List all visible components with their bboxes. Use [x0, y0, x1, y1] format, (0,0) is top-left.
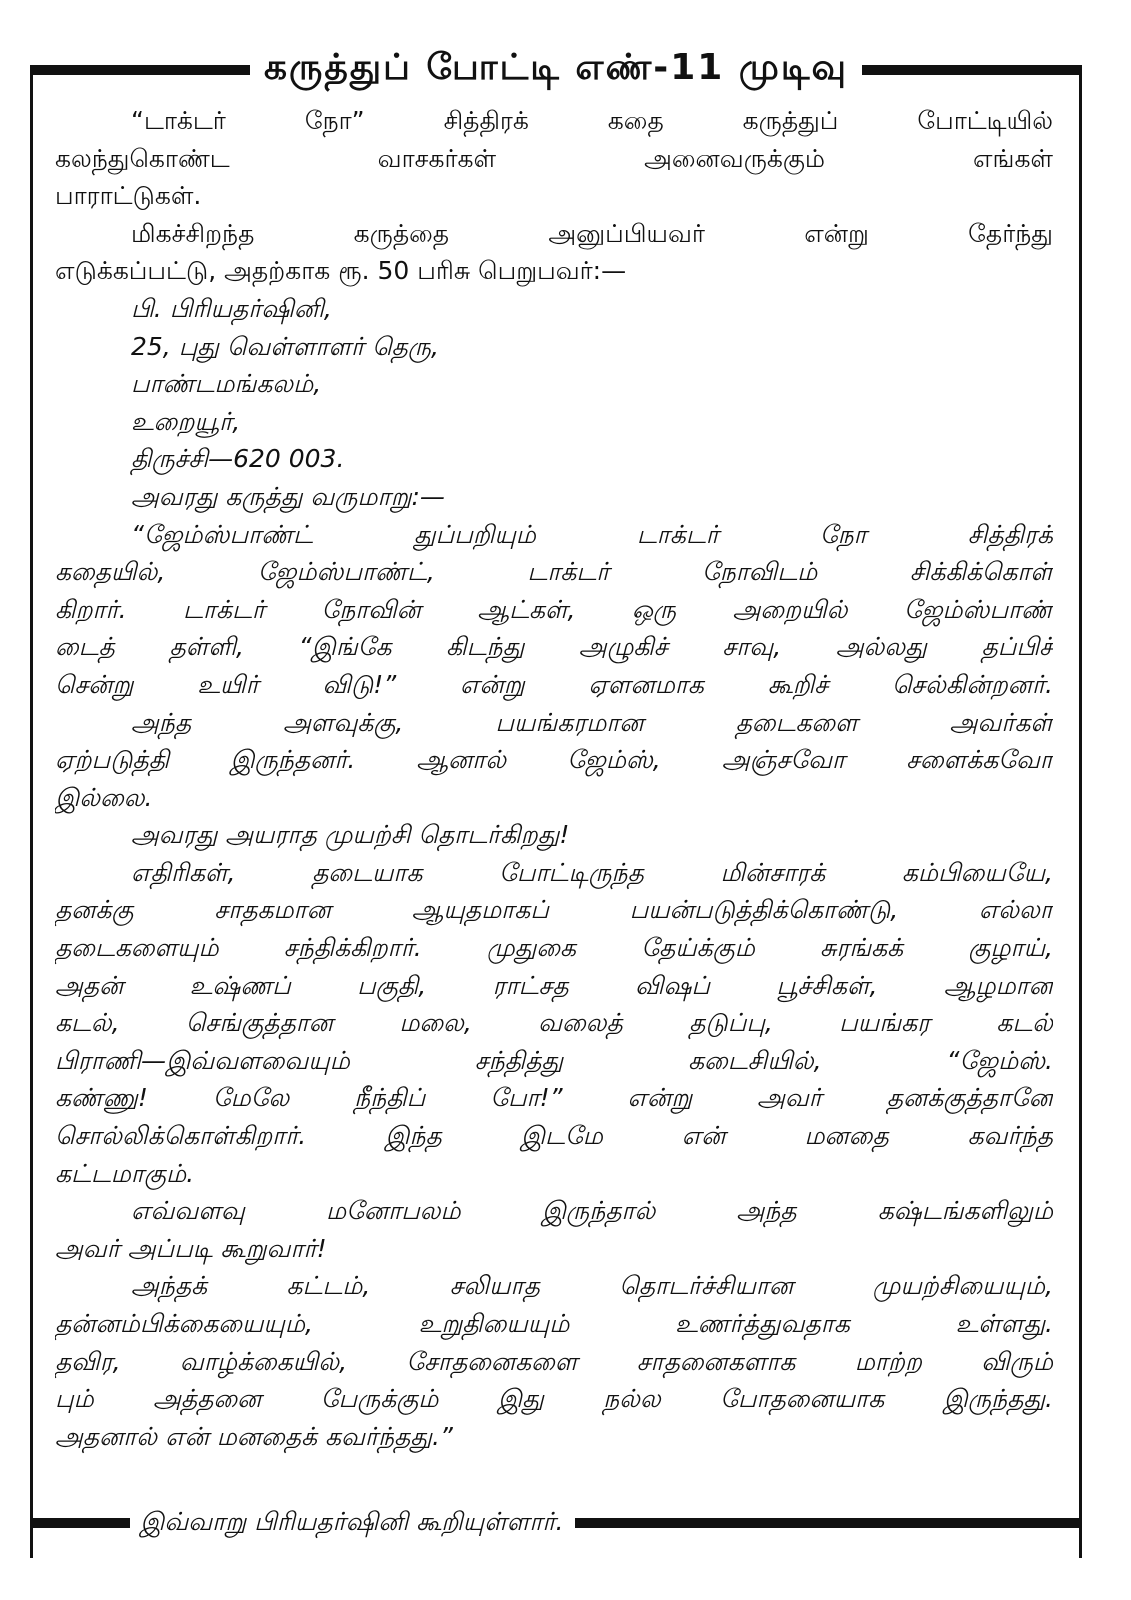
text-line: “டாக்டர் நோ” சித்திரக் கதை கருத்துப் போட்டியில்	[131, 106, 1053, 135]
text-line: பிராணி—இவ்வளவையும் சந்தித்து கடைசியில், “ஜேம்ஸ்.	[55, 1045, 1053, 1075]
winner-name: பி. பிரியதர்ஷினி,	[131, 293, 332, 323]
text-line: கிறார். டாக்டர் நோவின் ஆட்கள், ஒரு அறையில் ஜேம்ஸ்பாண்	[55, 594, 1053, 624]
text-line: சென்று உயிர் விடு!” என்று ஏளனமாக கூறிச் செல்கின்றனர்.	[55, 669, 1053, 699]
footer-row	[30, 1500, 1082, 1546]
footer-rule-left	[30, 1518, 130, 1528]
title-rule-right	[862, 65, 1082, 75]
text-line: எதிரிகள், தடையாக போட்டிருந்த மின்சாரக் கம்பியையே,	[131, 857, 1053, 887]
text-line: கடல், செங்குத்தான மலை, வலைத் தடுப்பு, பயங்கர கடல்	[55, 1008, 1053, 1038]
text-line: இல்லை.	[55, 782, 153, 812]
address-line: திருச்சி—620 003.	[131, 444, 345, 474]
text-line: தன்னம்பிக்கையையும், உறுதியையும் உணர்த்துவதாக உள்ளது.	[55, 1309, 1053, 1338]
text-line: டைத் தள்ளி, “இங்கே கிடந்து அழுகிச் சாவு, அல்லது தப்பிச்	[55, 632, 1053, 662]
text-line: கட்டமாகும்.	[55, 1158, 195, 1188]
text-line: அவரது அயராத முயற்சி தொடர்கிறது!	[131, 820, 570, 850]
footer-note: இவ்வாறு பிரியதர்ஷினி கூறியுள்ளார்.	[140, 1506, 564, 1536]
title-row	[30, 40, 1082, 100]
text-line: அதனால் என் மனதைக் கவர்ந்தது.”	[55, 1421, 453, 1451]
footer-rule-right	[575, 1518, 1082, 1528]
text-line: ஏற்படுத்தி இருந்தனர். ஆனால் ஜேம்ஸ், அஞ்சவோ சளைக்கவோ	[55, 745, 1053, 775]
text-line: எவ்வளவு மனோபலம் இருந்தால் அந்த கஷ்டங்களிலும்	[131, 1196, 1053, 1226]
address-line: 25, புது வெள்ளாளர் தெரு,	[131, 331, 439, 361]
text-line: அந்தக் கட்டம், சலியாத தொடர்ச்சியான முயற்சியையும்,	[131, 1271, 1053, 1301]
text-line: எடுக்கப்பட்டு, அதற்காக ரூ. 50 பரிசு பெறுபவர்:—	[55, 256, 627, 286]
text-line: அவரது கருத்து வருமாறு:—	[131, 481, 445, 511]
text-line: கண்ணு! மேலே நீந்திப் போ!” என்று அவர் தனக்குத்தானே	[55, 1083, 1053, 1113]
text-line: கதையில், ஜேம்ஸ்பாண்ட், டாக்டர் நோவிடம் சிக்கிக்கொள்	[55, 557, 1053, 587]
text-line: பும் அத்தனை பேருக்கும் இது நல்ல போதனையாக இருந்தது.	[55, 1384, 1053, 1414]
article-title: கருத்துப் போட்டி எண்-11 முடிவு	[264, 47, 848, 88]
text-line: அவர் அப்படி கூறுவார்!	[55, 1233, 327, 1263]
text-line: தடைகளையும் சந்திக்கிறார். முதுகை தேய்க்கும் சுரங்கக் குழாய்,	[55, 933, 1053, 963]
article-body	[55, 102, 1053, 1455]
title-rule-left	[30, 65, 250, 75]
address-line: பாண்டமங்கலம்,	[131, 369, 322, 399]
text-line: தனக்கு சாதகமான ஆயுதமாகப் பயன்படுத்திக்கொண்டு, எல்லா	[55, 895, 1053, 925]
text-line: சொல்லிக்கொள்கிறார். இந்த இடமே என் மனதை கவர்ந்த	[55, 1121, 1053, 1151]
text-line: தவிர, வாழ்க்கையில், சோதனைகளை சாதனைகளாக மாற்ற விரும்	[55, 1346, 1053, 1376]
text-line: பாராட்டுகள்.	[55, 181, 202, 211]
text-line: கலந்துகொண்ட வாசகர்கள் அனைவருக்கும் எங்கள்	[55, 143, 1053, 173]
text-line: அந்த அளவுக்கு, பயங்கரமான தடைகளை அவர்கள்	[131, 707, 1053, 737]
text-line: “ஜேம்ஸ்பாண்ட் துப்பறியும் டாக்டர் நோ சித்திரக்	[131, 519, 1053, 549]
address-line: உறையூர்,	[131, 406, 241, 436]
text-line: மிகச்சிறந்த கருத்தை அனுப்பியவர் என்று தேர்ந்து	[131, 218, 1053, 248]
text-line: அதன் உஷ்ணப் பகுதி, ராட்சத விஷப் பூச்சிகள், ஆழமான	[55, 970, 1053, 1000]
